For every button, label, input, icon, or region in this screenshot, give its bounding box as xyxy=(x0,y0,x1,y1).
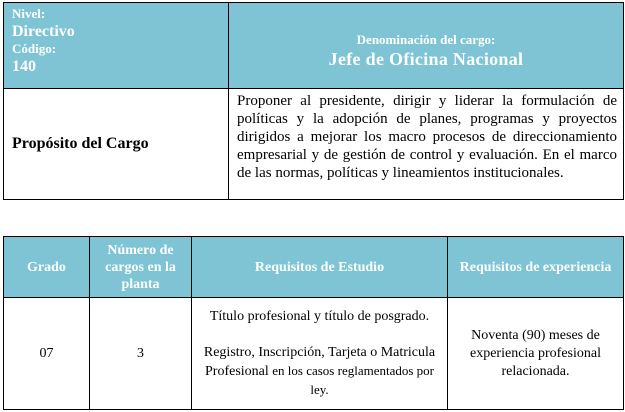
estudio-titulo: Título profesional y título de posgrado. xyxy=(209,308,430,324)
proposito-title: Propósito del Cargo xyxy=(4,89,229,200)
requisitos-table xyxy=(3,236,624,410)
nivel-label: Nivel: xyxy=(12,6,46,21)
grado-value: 07 xyxy=(4,298,90,410)
numero-cargos-value: 3 xyxy=(90,298,192,410)
requisitos-header-row xyxy=(4,237,624,298)
estudio-registro-main: Registro, Inscripción, Tarjeta o Matricula Profesional xyxy=(203,344,436,379)
nivel-value: Directivo xyxy=(12,23,75,40)
nivel-codigo-cell xyxy=(4,3,229,89)
requisitos-experiencia-value: Noventa (90) meses de experiencia profesional relacionada. xyxy=(448,298,624,410)
estudio-registro-note: en los casos reglamentados por ley. xyxy=(272,362,434,397)
header-numero-cargos: Número de cargos en la planta xyxy=(90,237,192,298)
codigo-label: Código: xyxy=(12,41,57,56)
table-row xyxy=(4,298,624,410)
cargo-table xyxy=(3,2,624,200)
header-requisitos-estudio: Requisitos de Estudio xyxy=(192,237,448,298)
header-grado: Grado xyxy=(4,237,90,298)
denominacion-label: Denominación del cargo: xyxy=(356,31,496,47)
requisitos-estudio-cell xyxy=(192,298,448,410)
header-requisitos-experiencia: Requisitos de experiencia xyxy=(448,237,624,298)
codigo-value: 140 xyxy=(12,58,36,75)
denominacion-value: Jefe de Oficina Nacional xyxy=(328,48,524,69)
proposito-text: Proponer al presidente, dirigir y liderar la formulación de políticas y la adopción de planes, programas y proyectos dirigidos a mejorar los macro procesos de direccionamiento empresarial y de gestión de control y evaluación. En el marco de las normas, políticas y lineamientos institucionales. xyxy=(229,89,624,200)
estudio-registro xyxy=(196,344,443,400)
denominacion-cell xyxy=(229,3,624,89)
